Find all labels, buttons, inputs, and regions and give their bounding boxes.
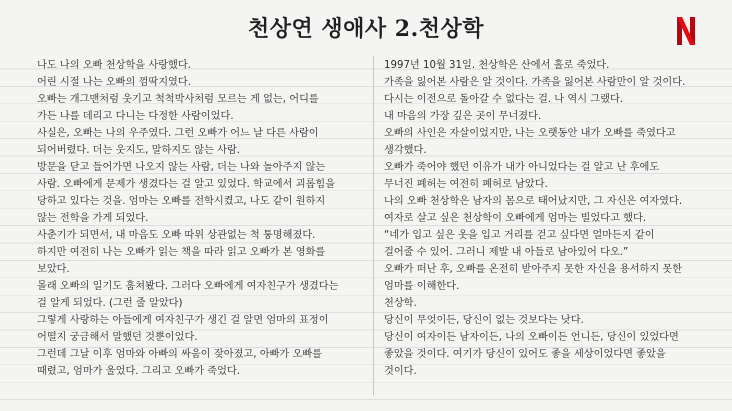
text-line: 나의 오빠 천상학은 남자의 몸으로 태어났지만, 그 자신은 여자였다. [384, 196, 683, 207]
text-line: 그렇게 사랑하는 아들에게 여자친구가 생긴 걸 알면 엄마의 표정이 [37, 315, 329, 326]
text-line: 사람. 오빠에게 문제가 생겼다는 걸 알고 있었다. 학교에서 괴롭힘을 [37, 179, 336, 190]
text-line: 무너진 폐허는 여전히 폐허로 남았다. [384, 179, 548, 190]
column-divider [373, 56, 374, 396]
text-line: 몰래 오빠의 일기도 훔쳐봤다. 그러다 오빠에게 여자친구가 생겼다는 [37, 281, 339, 292]
text-line: 가든 나를 데리고 다니는 다정한 사람이었다. [37, 111, 234, 122]
text-line: 내 마음의 가장 깊은 곳이 무너졌다. [384, 111, 542, 122]
text-line: 하지만 여전히 나는 오빠가 읽는 책을 따라 읽고 오빠가 본 영화를 [37, 247, 326, 258]
text-line: 여자로 살고 싶은 천상학이 오빠에게 엄마는 빌었다고 했다. [384, 213, 647, 224]
text-line: 어린 시절 나는 오빠의 껌딱지였다. [37, 77, 191, 88]
page-title: 천상연 생애사 2.천상학 [247, 16, 485, 42]
text-line: 좋았을 것이다. 여기가 당신이 있어도 좋을 세상이었다면 좋았을 [384, 349, 666, 360]
left-column [37, 57, 367, 380]
text-line: 당신이 여자이든 남자이든, 나의 오빠이든 언니든, 당신이 있었다면 [384, 332, 679, 343]
text-line: 것이다. [384, 366, 417, 377]
text-line: 1997년 10월 31일. 천상학은 산에서 홀로 죽었다. [384, 60, 610, 71]
netflix-logo-icon [675, 16, 697, 46]
text-line: 걸 알게 되었다. (그런 줄 알았다) [37, 298, 183, 309]
text-line: 나도 나의 오빠 천상학을 사랑했다. [37, 60, 191, 71]
text-line: “네가 입고 싶은 옷을 입고 거리를 걷고 싶다면 얼마든지 같이 [384, 230, 655, 241]
text-line: 되어버렸다. 더는 웃지도, 말하지도 않는 사람. [37, 145, 241, 156]
text-line: 때렸고, 엄마가 울었다. 그리고 오빠가 죽었다. [37, 366, 241, 377]
text-line: 당신이 무엇이든, 당신이 없는 것보다는 낫다. [384, 315, 584, 326]
text-line: 보았다. [37, 264, 70, 275]
text-line: 방문을 닫고 들어가면 나오지 않는 사람, 더는 나와 놀아주지 않는 [37, 162, 326, 173]
text-line: 사실은, 오빠는 나의 우주였다. 그런 오빠가 어느 날 다른 사람이 [37, 128, 319, 139]
text-line: 오빠가 죽어야 했던 이유가 내가 아니었다는 걸 알고 난 후에도 [384, 162, 660, 173]
text-line: 오빠의 사인은 자살이었지만, 나는 오랫동안 내가 오빠를 죽였다고 [384, 128, 676, 139]
text-line: 그런데 그날 이후 엄마와 아빠의 싸움이 잦아졌고, 아빠가 오빠를 [37, 349, 323, 360]
text-line: 다시는 이전으로 돌아갈 수 없다는 걸. 나 역시 그랬다. [384, 94, 624, 105]
text-line: 오빠는 개그맨처럼 웃기고 척척박사처럼 모르는 게 없는, 어디를 [37, 94, 319, 105]
text-line: 생각했다. [384, 145, 427, 156]
text-line: 엄마를 이해한다. [384, 281, 460, 292]
right-column [384, 57, 714, 380]
text-line: 천상학. [384, 298, 417, 309]
text-line: 당하고 있다는 것을. 엄마는 오빠를 전학시켰고, 나도 같이 원하지 [37, 196, 326, 207]
text-line: 걸어줄 수 있어. 그러니 제발 내 아들로 남아있어 다오.” [384, 247, 629, 258]
text-line: 가족을 잃어본 사람은 알 것이다. 가족을 잃어본 사람만이 알 것이다. [384, 77, 686, 88]
text-line: 어떨지 궁금해서 말했던 것뿐이었다. [37, 332, 198, 343]
text-line: 오빠가 떠난 후, 오빠를 온전히 받아주지 못한 자신을 용서하지 못한 [384, 264, 683, 275]
text-line: 않는 전학을 가게 되었다. [37, 213, 149, 224]
text-line: 사춘기가 되면서, 내 마음도 오빠 따위 상관없는 척 퉁명해졌다. [37, 230, 316, 241]
